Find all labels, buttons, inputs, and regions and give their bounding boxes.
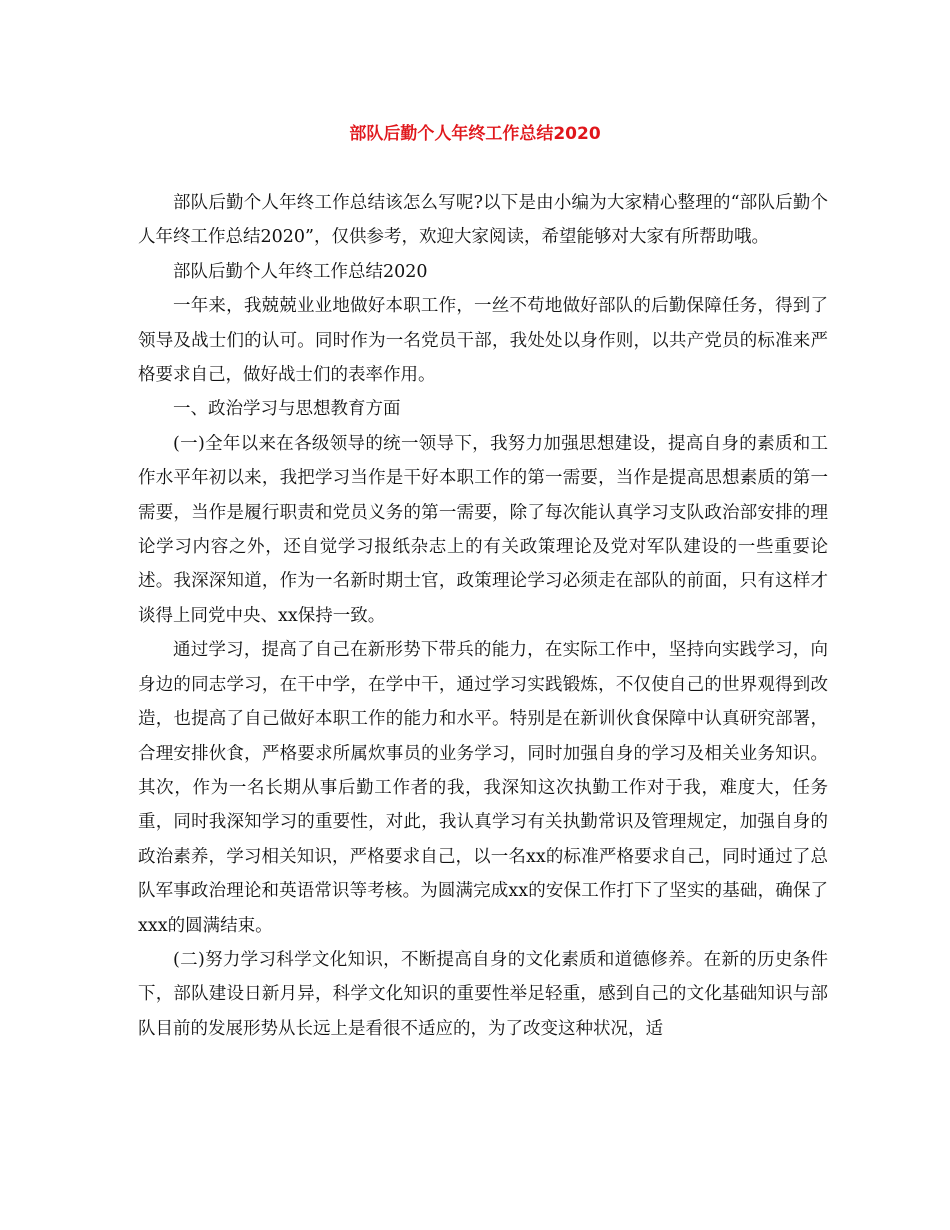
section-heading-political-study: 一、政治学习与思想教育方面 bbox=[173, 399, 401, 420]
paragraph-point-one: (一)全年以来在各级领导的统一领导下，我努力加强思想建设，提高自身的素质和工作水平年初以来，我把学习当作是干好本职工作的第一需要，当作是提高思想素质的第一需要，当作是履行职责和党员义务的第一需要，除了每次能认真学习支队政治部安排的理论学习内容之外，还自觉学习报纸杂志上的有关政策理论及党对军队建设的一些重要论述。我深深知道，作为一名新时期士官，政策理论学习必须走在部队的前面，只有这样才谈得上同党中央、xx保持一致。 bbox=[138, 433, 828, 626]
paragraph-overview: 一年来，我兢兢业业地做好本职工作，一丝不苟地做好部队的后勤保障任务，得到了领导及战士们的认可。同时作为一名党员干部，我处处以身作则，以共产党员的标准来严格要求自己，做好战士们的表率作用。 bbox=[138, 296, 828, 386]
paragraph-subtitle: 部队后勤个人年终工作总结2020 bbox=[173, 261, 428, 282]
document-title: 部队后勤个人年终工作总结2020 bbox=[349, 124, 601, 144]
document-body bbox=[138, 186, 828, 1046]
paragraph-point-two: (二)努力学习科学文化知识，不断提高自身的文化素质和道德修养。在新的历史条件下，部队建设日新月异，科学文化知识的重要性举足轻重，感到自己的文化基础知识与部队目前的发展形势从长远上是看很不适应的，为了改变这种状况，适 bbox=[138, 949, 828, 1039]
paragraph-intro: 部队后勤个人年终工作总结该怎么写呢?以下是由小编为大家精心整理的“部队后勤个人年终工作总结2020”，仅供参考，欢迎大家阅读，希望能够对大家有所帮助哦。 bbox=[138, 193, 828, 248]
paragraph-learning-results: 通过学习，提高了自己在新形势下带兵的能力，在实际工作中，坚持向实践学习，向身边的同志学习，在干中学，在学中干，通过学习实践锻炼，不仅使自己的世界观得到改造，也提高了自己做好本职工作的能力和水平。特别是在新训伙食保障中认真研究部署，合理安排伙食，严格要求所属炊事员的业务学习，同时加强自身的学习及相关业务知识。其次，作为一名长期从事后勤工作者的我，我深知这次执勤工作对于我，难度大，任务重，同时我深知学习的重要性，对此，我认真学习有关执勤常识及管理规定，加强自身的政治素养，学习相关知识，严格要求自己，以一名xx的标准严格要求自己，同时通过了总队军事政治理论和英语常识等考核。为圆满完成xx的安保工作打下了坚实的基础，确保了xxx的圆满结束。 bbox=[138, 640, 828, 936]
